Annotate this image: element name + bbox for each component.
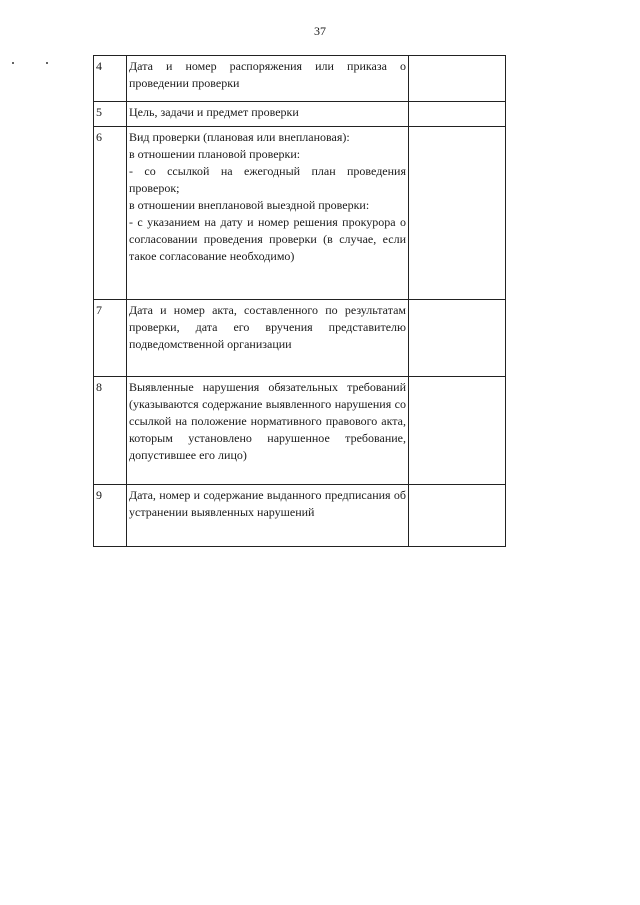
row-description: Выявленные нарушения обязательных требований (указываются содержание выявленного нарушения со ссылкой на положение нормативного правового акта, которым установлено нарушенное требование, допустившее его лицо) [127, 377, 409, 485]
row-value-cell[interactable] [409, 300, 506, 377]
row-number: 5 [94, 102, 127, 127]
row-value-cell[interactable] [409, 56, 506, 102]
row-value-cell[interactable] [409, 102, 506, 127]
description-line: Вид проверки (плановая или внеплановая): [129, 130, 350, 144]
table-row [94, 127, 506, 300]
row-description: Цель, задачи и предмет проверки [127, 102, 409, 127]
description-line: - со ссылкой на ежегодный план проведения проверок; [129, 164, 406, 195]
table-row [94, 377, 506, 485]
row-description: Дата и номер распоряжения или приказа о проведении проверки [127, 56, 409, 102]
table-row [94, 102, 506, 127]
inspection-table [93, 55, 506, 547]
scan-speck [46, 62, 48, 64]
table-row [94, 300, 506, 377]
row-value-cell[interactable] [409, 377, 506, 485]
row-value-cell[interactable] [409, 127, 506, 300]
row-number: 6 [94, 127, 127, 300]
page-number: 37 [314, 24, 326, 38]
description-line: в отношении внеплановой выездной проверки: [129, 198, 370, 212]
scan-speck [12, 62, 14, 64]
row-number: 7 [94, 300, 127, 377]
row-value-cell[interactable] [409, 485, 506, 547]
table-row [94, 56, 506, 102]
row-number: 9 [94, 485, 127, 547]
row-description: Дата и номер акта, составленного по результатам проверки, дата его вручения представителю подведомственной организации [127, 300, 409, 377]
description-line: в отношении плановой проверки: [129, 147, 301, 161]
row-description [127, 127, 409, 300]
row-number: 4 [94, 56, 127, 102]
table-row [94, 485, 506, 547]
row-number: 8 [94, 377, 127, 485]
row-description: Дата, номер и содержание выданного предписания об устранении выявленных нарушений [127, 485, 409, 547]
description-line: - с указанием на дату и номер решения прокурора о согласовании проведения проверки (в случае, если такое согласование необходимо) [129, 215, 406, 263]
